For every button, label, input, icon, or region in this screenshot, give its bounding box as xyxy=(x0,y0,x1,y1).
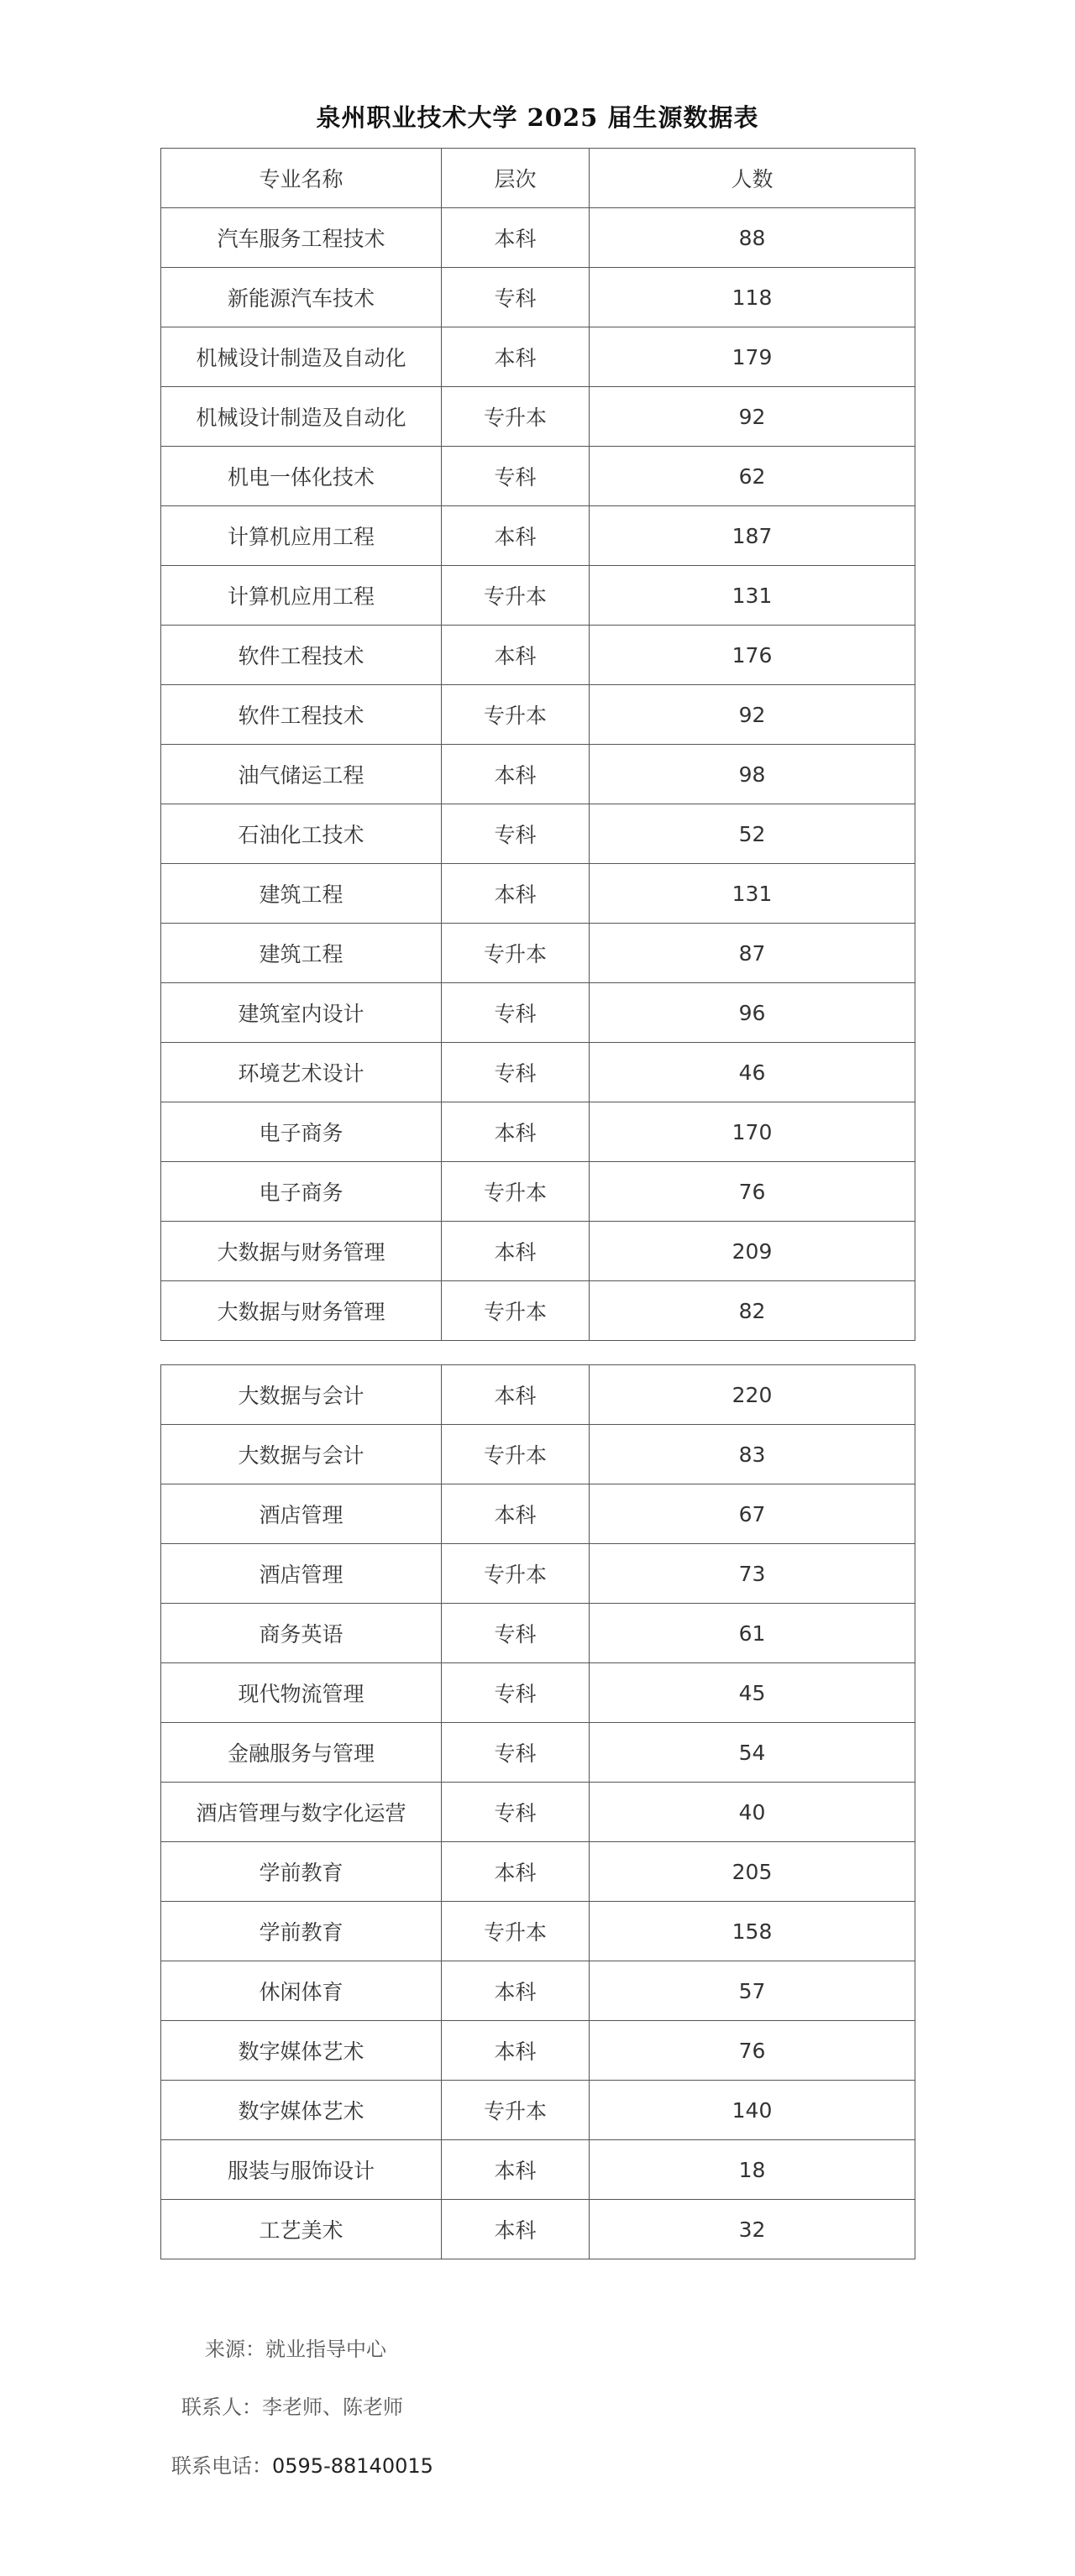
cell-level: 本科 xyxy=(442,327,590,387)
cell-level: 专升本 xyxy=(442,1544,590,1604)
cell-level: 专科 xyxy=(442,1043,590,1102)
table-row xyxy=(161,1425,915,1484)
footer-source xyxy=(205,2333,386,2362)
header-major: 专业名称 xyxy=(161,149,442,208)
cell-major: 计算机应用工程 xyxy=(161,506,442,566)
cell-count: 92 xyxy=(590,685,915,745)
table-row xyxy=(161,1102,915,1162)
cell-major: 机械设计制造及自动化 xyxy=(161,327,442,387)
cell-count: 187 xyxy=(590,506,915,566)
table-row xyxy=(161,327,915,387)
cell-major: 数字媒体艺术 xyxy=(161,2021,442,2081)
table-row xyxy=(161,2081,915,2140)
cell-count: 131 xyxy=(590,864,915,924)
page-title: 泉州职业技术大学 2025 届生源数据表 xyxy=(316,103,759,132)
cell-major: 大数据与会计 xyxy=(161,1425,442,1484)
cell-count: 82 xyxy=(590,1281,915,1341)
cell-level: 本科 xyxy=(442,1842,590,1902)
cell-count: 18 xyxy=(590,2140,915,2200)
table-row xyxy=(161,924,915,983)
cell-level: 专科 xyxy=(442,983,590,1043)
footer-phone xyxy=(171,2449,433,2479)
cell-level: 本科 xyxy=(442,208,590,268)
cell-count: 176 xyxy=(590,626,915,685)
cell-count: 83 xyxy=(590,1425,915,1484)
cell-level: 专科 xyxy=(442,447,590,506)
cell-major: 电子商务 xyxy=(161,1162,442,1222)
cell-count: 179 xyxy=(590,327,915,387)
cell-level: 专升本 xyxy=(442,387,590,447)
cell-level: 本科 xyxy=(442,864,590,924)
table-row xyxy=(161,1484,915,1544)
table-row xyxy=(161,1222,915,1281)
cell-count: 205 xyxy=(590,1842,915,1902)
cell-count: 88 xyxy=(590,208,915,268)
cell-count: 67 xyxy=(590,1484,915,1544)
cell-level: 本科 xyxy=(442,1222,590,1281)
cell-count: 170 xyxy=(590,1102,915,1162)
table-row xyxy=(161,1663,915,1723)
cell-count: 87 xyxy=(590,924,915,983)
cell-major: 数字媒体艺术 xyxy=(161,2081,442,2140)
cell-major: 金融服务与管理 xyxy=(161,1723,442,1783)
table-row xyxy=(161,1365,915,1425)
table-row xyxy=(161,208,915,268)
table-row xyxy=(161,1604,915,1663)
cell-count: 76 xyxy=(590,2021,915,2081)
cell-major: 计算机应用工程 xyxy=(161,566,442,626)
table-row xyxy=(161,2140,915,2200)
cell-level: 专升本 xyxy=(442,685,590,745)
table-row xyxy=(161,864,915,924)
cell-count: 158 xyxy=(590,1902,915,1961)
header-level: 层次 xyxy=(442,149,590,208)
cell-count: 54 xyxy=(590,1723,915,1783)
table-row xyxy=(161,1842,915,1902)
footer-contact xyxy=(181,2390,403,2420)
cell-major: 酒店管理 xyxy=(161,1484,442,1544)
cell-count: 118 xyxy=(590,268,915,327)
cell-major: 学前教育 xyxy=(161,1842,442,1902)
table-row xyxy=(161,506,915,566)
cell-major: 大数据与财务管理 xyxy=(161,1222,442,1281)
cell-count: 62 xyxy=(590,447,915,506)
cell-level: 本科 xyxy=(442,1961,590,2021)
source-value: 就业指导中心 xyxy=(265,2338,386,2361)
cell-count: 76 xyxy=(590,1162,915,1222)
table-row xyxy=(161,2200,915,2259)
phone-label: 联系电话： xyxy=(171,2454,272,2478)
cell-major: 现代物流管理 xyxy=(161,1663,442,1723)
cell-level: 专升本 xyxy=(442,1902,590,1961)
cell-major: 大数据与财务管理 xyxy=(161,1281,442,1341)
cell-major: 商务英语 xyxy=(161,1604,442,1663)
cell-major: 建筑工程 xyxy=(161,864,442,924)
table-row xyxy=(161,1723,915,1783)
table-row xyxy=(161,745,915,804)
cell-level: 专科 xyxy=(442,1723,590,1783)
table-row xyxy=(161,1783,915,1842)
cell-major: 大数据与会计 xyxy=(161,1365,442,1425)
cell-level: 本科 xyxy=(442,1102,590,1162)
cell-level: 本科 xyxy=(442,1365,590,1425)
table-row xyxy=(161,626,915,685)
cell-major: 软件工程技术 xyxy=(161,685,442,745)
table-row xyxy=(161,1043,915,1102)
cell-count: 61 xyxy=(590,1604,915,1663)
cell-count: 209 xyxy=(590,1222,915,1281)
cell-level: 专科 xyxy=(442,804,590,864)
header-count: 人数 xyxy=(590,149,915,208)
table-row xyxy=(161,1902,915,1961)
enrollment-table-part-2 xyxy=(160,1364,915,2259)
table-row xyxy=(161,1961,915,2021)
cell-count: 96 xyxy=(590,983,915,1043)
cell-count: 40 xyxy=(590,1783,915,1842)
cell-major: 机电一体化技术 xyxy=(161,447,442,506)
cell-count: 98 xyxy=(590,745,915,804)
table-row xyxy=(161,1162,915,1222)
cell-count: 131 xyxy=(590,566,915,626)
cell-level: 本科 xyxy=(442,2140,590,2200)
table-row xyxy=(161,685,915,745)
cell-count: 73 xyxy=(590,1544,915,1604)
table-row xyxy=(161,268,915,327)
cell-major: 软件工程技术 xyxy=(161,626,442,685)
cell-level: 专升本 xyxy=(442,566,590,626)
cell-major: 汽车服务工程技术 xyxy=(161,208,442,268)
cell-major: 环境艺术设计 xyxy=(161,1043,442,1102)
cell-major: 建筑室内设计 xyxy=(161,983,442,1043)
cell-major: 酒店管理 xyxy=(161,1544,442,1604)
cell-major: 酒店管理与数字化运营 xyxy=(161,1783,442,1842)
phone-value: 0595-88140015 xyxy=(272,2454,433,2478)
cell-count: 45 xyxy=(590,1663,915,1723)
cell-major: 建筑工程 xyxy=(161,924,442,983)
contact-label: 联系人： xyxy=(181,2395,262,2419)
cell-count: 52 xyxy=(590,804,915,864)
cell-count: 220 xyxy=(590,1365,915,1425)
table-row xyxy=(161,1281,915,1341)
cell-count: 57 xyxy=(590,1961,915,2021)
cell-major: 石油化工技术 xyxy=(161,804,442,864)
cell-level: 专科 xyxy=(442,1783,590,1842)
table-row xyxy=(161,1544,915,1604)
cell-level: 本科 xyxy=(442,745,590,804)
contact-value: 李老师、陈老师 xyxy=(262,2395,403,2419)
cell-major: 油气储运工程 xyxy=(161,745,442,804)
cell-major: 机械设计制造及自动化 xyxy=(161,387,442,447)
cell-major: 新能源汽车技术 xyxy=(161,268,442,327)
cell-level: 专科 xyxy=(442,268,590,327)
cell-major: 学前教育 xyxy=(161,1902,442,1961)
cell-count: 140 xyxy=(590,2081,915,2140)
cell-major: 服装与服饰设计 xyxy=(161,2140,442,2200)
cell-major: 电子商务 xyxy=(161,1102,442,1162)
cell-level: 本科 xyxy=(442,2021,590,2081)
cell-major: 休闲体育 xyxy=(161,1961,442,2021)
cell-level: 专升本 xyxy=(442,1425,590,1484)
cell-level: 本科 xyxy=(442,626,590,685)
cell-count: 92 xyxy=(590,387,915,447)
table-row xyxy=(161,447,915,506)
cell-level: 专升本 xyxy=(442,1162,590,1222)
enrollment-table-part-1 xyxy=(160,148,915,1341)
source-label: 来源： xyxy=(205,2338,265,2361)
cell-count: 46 xyxy=(590,1043,915,1102)
cell-level: 专升本 xyxy=(442,2081,590,2140)
cell-level: 专科 xyxy=(442,1663,590,1723)
table-row xyxy=(161,804,915,864)
cell-level: 专升本 xyxy=(442,924,590,983)
table-row xyxy=(161,566,915,626)
cell-level: 专升本 xyxy=(442,1281,590,1341)
cell-level: 本科 xyxy=(442,2200,590,2259)
table-row xyxy=(161,387,915,447)
table-header-row xyxy=(161,149,915,208)
cell-major: 工艺美术 xyxy=(161,2200,442,2259)
cell-count: 32 xyxy=(590,2200,915,2259)
cell-level: 专科 xyxy=(442,1604,590,1663)
table-row xyxy=(161,2021,915,2081)
cell-level: 本科 xyxy=(442,506,590,566)
table-row xyxy=(161,983,915,1043)
cell-level: 本科 xyxy=(442,1484,590,1544)
